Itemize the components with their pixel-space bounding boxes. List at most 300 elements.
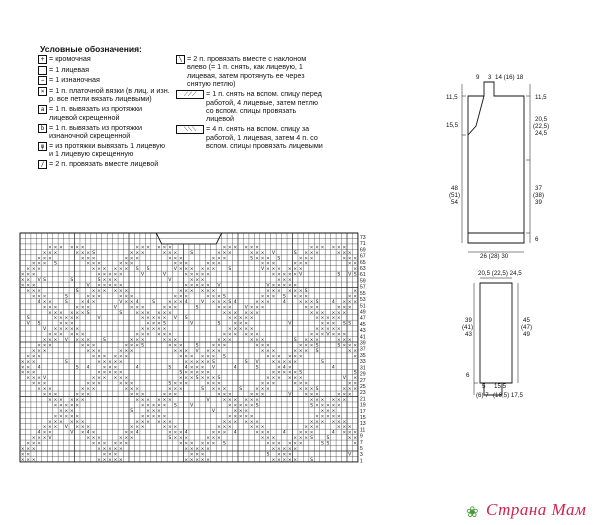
chart-stitch-symbol: × [20,278,25,284]
chart-stitch-symbol: × [336,305,341,311]
chart-stitch-symbol: × [347,425,352,431]
chart-stitch-symbol: V [211,365,216,371]
chart-stitch-symbol: × [271,441,276,447]
chart-stitch-symbol: × [353,267,358,273]
chart-stitch-symbol: × [80,299,85,305]
chart-stitch-symbol: × [184,359,189,365]
chart-stitch-symbol: × [102,376,107,382]
chart-stitch-symbol: × [64,327,69,333]
chart-stitch-symbol: × [157,321,161,327]
chart-stitch-symbol: × [298,261,303,267]
chart-stitch-symbol: × [135,419,140,425]
chart-stitch-symbol: × [276,365,281,371]
chart-stitch-symbol: × [255,245,260,251]
chart-stitch-symbol: × [189,376,194,382]
chart-stitch-symbol: × [184,294,189,300]
chart-stitch-symbol: × [266,430,270,436]
sleeve-right-label-2: (47) [521,324,533,331]
chart-stitch-symbol: × [146,245,151,251]
chart-stitch-symbol: × [342,419,347,425]
chart-stitch-symbol: × [255,250,260,256]
chart-stitch-symbol: × [26,267,31,273]
chart-stitch-symbol: × [146,327,151,333]
chart-stitch-symbol: × [184,354,189,360]
sleeve-dims [474,278,518,395]
chart-stitch-symbol: × [173,387,178,393]
chart-stitch-symbol: × [97,376,101,382]
chart-stitch-symbol: × [69,408,74,414]
chart-stitch-symbol: × [53,316,58,322]
chart-stitch-symbol: × [189,278,194,284]
chart-stitch-symbol: × [146,403,151,409]
chart-stitch-symbol: × [86,425,91,431]
chart-stitch-symbol: × [195,447,200,452]
chart-row-label: 57 [359,284,366,291]
chart-stitch-symbol: V [173,267,177,273]
legend-text: = 1 п. снять на вспом. спицу перед работой, 4 лицевые, затем петлю со вспом. спицы провязать лицевой [206,89,322,124]
chart-stitch-symbol: × [244,414,249,420]
chart-stitch-symbol: × [178,343,183,349]
chart-stitch-symbol: × [113,441,118,447]
chart-stitch-symbol: × [80,250,85,256]
chart-stitch-symbol: × [157,245,161,251]
chart-stitch-symbol: × [53,425,58,431]
chart-stitch-symbol: 4 [37,299,41,305]
chart-stitch-symbol: × [315,327,319,333]
chart-stitch-symbol: S [64,294,68,300]
chart-stitch-symbol: 4 [184,299,188,305]
chart-stitch-symbol: × [140,338,145,343]
chart-stitch-symbol: × [276,447,281,452]
body-dims [462,84,530,252]
chart-stitch-symbol: × [216,299,221,305]
chart-stitch-symbol: × [315,392,319,398]
chart-stitch-symbol: V [260,267,265,273]
chart-stitch-symbol: × [48,310,52,316]
chart-stitch-symbol: × [107,278,112,284]
chart-stitch-symbol: × [80,256,85,262]
chart-stitch-symbol: × [178,354,183,360]
chart-stitch-symbol: × [26,278,31,284]
chart-stitch-symbol: S [321,441,324,447]
chart-stitch-symbol: V [86,283,90,289]
chart-stitch-symbol: × [129,436,134,442]
chart-stitch-symbol: × [320,245,325,251]
chart-stitch-symbol: × [336,338,341,343]
chart-stitch-symbol: × [64,414,69,420]
chart-stitch-symbol: × [282,272,287,278]
chart-stitch-symbol: × [118,370,123,376]
chart-stitch-symbol: × [53,403,58,409]
chart-stitch-symbol: × [135,310,140,316]
chart-stitch-symbol: × [42,381,47,387]
chart-stitch-symbol: × [86,381,91,387]
chart-stitch-symbol: × [86,387,91,393]
chart-stitch-symbol: × [222,392,227,398]
body-bottom-label: 26 (28) 30 [480,253,509,260]
chart-stitch-symbol: × [26,272,31,278]
chart-stitch-symbol: × [129,381,134,387]
chart-stitch-symbol: × [107,370,112,376]
chart-stitch-symbol: × [353,299,358,305]
chart-stitch-symbol: × [31,283,36,289]
chart-stitch-symbol: × [97,359,101,365]
sleeve-right-label-1: 45 [523,317,530,324]
chart-stitch-symbol: S [37,321,41,327]
chart-stitch-symbol: × [282,452,287,458]
chart-stitch-symbol: × [287,267,292,273]
chart-stitch-symbol: × [37,256,42,262]
chart-stitch-symbol: × [347,299,352,305]
chart-stitch-symbol: × [249,425,254,431]
chart-stitch-symbol: S [103,338,106,343]
chart-stitch-symbol: × [31,294,36,300]
chart-stitch-symbol: × [37,354,42,360]
chart-stitch-symbol: × [53,310,58,316]
chart-stitch-symbol: × [48,299,52,305]
chart-stitch-symbol: S [277,256,281,262]
chart-stitch-symbol: S [293,250,297,256]
chart-stitch-symbol: × [304,299,309,305]
chart-stitch-symbol: S [53,261,57,267]
chart-stitch-symbol: × [75,392,80,398]
chart-stitch-symbol: × [276,283,281,289]
chart-stitch-symbol: × [97,370,101,376]
chart-stitch-symbol: × [260,261,265,267]
chart-stitch-symbol: × [42,250,47,256]
sleeve-left-label-3: 43 [465,331,472,338]
chart-stitch-symbol: × [293,447,298,452]
chart-stitch-symbol: × [102,267,107,273]
chart-stitch-symbol: × [342,256,347,262]
chart-stitch-symbol: × [140,305,145,311]
chart-stitch-symbol: × [222,387,227,393]
chart-stitch-symbol: × [287,447,292,452]
chart-stitch-symbol: × [304,348,309,354]
chart-row-label: 33 [359,359,366,366]
chart-stitch-symbol: × [20,370,25,376]
chart-stitch-symbol: × [124,381,129,387]
chart-stitch-symbol: × [162,419,167,425]
chart-stitch-symbol: × [309,430,314,436]
chart-stitch-symbol: × [342,305,347,311]
chart-stitch-symbol: × [102,354,107,360]
chart-stitch-symbol: × [97,447,101,452]
chart-stitch-symbol: × [336,316,341,322]
chart-stitch-symbol: × [135,305,140,311]
chart-row-label: 21 [359,396,366,403]
body-top-label-2: 3 [488,74,492,81]
chart-stitch-symbol: × [31,376,36,382]
chart-stitch-symbol: × [211,381,216,387]
chart-stitch-symbol: × [184,348,189,354]
chart-stitch-symbol: × [48,387,52,393]
chart-stitch-symbol: × [353,387,358,393]
chart-stitch-symbol: × [211,348,216,354]
chart-stitch-symbol: × [255,310,260,316]
chart-stitch-symbol: × [37,294,42,300]
chart-row-label: 35 [359,352,366,359]
chart-stitch-symbol: S [26,316,30,322]
chart-stitch-symbol: × [206,436,210,442]
chart-stitch-symbol: V [266,283,270,289]
chart-stitch-symbol: × [140,419,145,425]
chart-stitch-symbol: × [140,414,145,420]
chart-stitch-symbol: × [260,430,265,436]
chart-stitch-symbol: × [75,414,80,420]
chart-stitch-symbol: S [195,305,199,311]
chart-stitch-symbol: × [249,316,254,322]
chart-stitch-symbol: × [195,359,200,365]
chart-stitch-symbol: × [238,403,243,409]
chart-stitch-symbol: V [119,299,123,305]
chart-stitch-symbol: × [178,381,183,387]
chart-stitch-symbol: × [266,354,270,360]
chart-stitch-symbol: × [211,343,216,349]
watermark-text: Страна Мам [486,500,587,519]
chart-stitch-symbol: × [293,381,298,387]
chart-stitch-symbol: × [222,299,227,305]
chart-stitch-symbol: × [304,343,309,349]
chart-stitch-symbol: × [211,261,216,267]
chart-stitch-symbol: × [336,327,341,333]
chart-stitch-symbol: 4 [135,430,139,436]
chart-stitch-symbol: × [309,310,314,316]
chart-stitch-symbol: × [342,250,347,256]
chart-stitch-symbol: × [255,387,260,393]
chart-stitch-symbol: × [75,305,80,311]
chart-stitch-symbol: × [118,288,123,294]
chart-row-label: 5 [359,446,363,453]
chart-stitch-symbol: × [342,425,347,431]
chart-stitch-symbol: × [227,392,232,398]
chart-stitch-symbol: × [167,305,172,311]
chart-stitch-symbol: × [293,283,298,289]
sleeve-top-label: 20,5 (22,5) 24,5 [478,270,522,277]
chart-stitch-symbol: S [195,343,199,349]
chart-stitch-symbol: × [298,267,303,273]
chart-stitch-symbol: × [271,359,276,365]
chart-stitch-symbol: × [37,267,42,273]
chart-stitch-symbol: × [91,348,96,354]
chart-stitch-symbol: V [168,278,172,284]
chart-stitch-symbol: × [69,321,74,327]
chart-stitch-symbol: × [124,343,129,349]
chart-stitch-symbol: × [113,278,118,284]
chart-stitch-symbol: × [211,354,216,360]
body-left-label-5: 54 [451,199,458,206]
chart-stitch-symbol: × [315,305,319,311]
chart-stitch-symbol: × [75,425,80,431]
chart-row-label: 73 [359,235,366,241]
chart-stitch-symbol: × [233,321,238,327]
chart-stitch-symbol: V [342,376,346,382]
chart-stitch-symbol: × [48,256,52,262]
chart-stitch-symbol: × [178,288,183,294]
chart-stitch-symbol: × [222,245,227,251]
chart-stitch-symbol: × [282,278,287,284]
chart-stitch-symbol: × [162,316,167,322]
chart-stitch-symbol: × [195,452,200,458]
chart-stitch-symbol: × [271,381,276,387]
chart-stitch-symbol: V [37,278,41,284]
chart-stitch-symbol: S [179,370,183,376]
chart-stitch-symbol: × [293,441,298,447]
sleeve-bottom-label-2: 15,5 [494,383,507,390]
chart-stitch-symbol: × [271,348,276,354]
chart-stitch-symbol: × [195,365,200,371]
chart-stitch-symbol: × [244,310,249,316]
chart-stitch-symbol: × [184,441,189,447]
chart-stitch-symbol: × [304,387,309,393]
chart-stitch-symbol: V [217,283,221,289]
chart-row-label: 25 [359,383,366,390]
chart-stitch-symbol: × [266,288,270,294]
chart-stitch-symbol: × [113,370,118,376]
chart-stitch-symbol: S [135,267,139,273]
chart-stitch-symbol: × [200,267,205,273]
chart-stitch-symbol: × [135,338,140,343]
chart-stitch-symbol: × [118,261,123,267]
chart-stitch-symbol: S [184,316,188,322]
chart-stitch-symbol: × [304,425,309,431]
chart-stitch-symbol: S [97,278,101,284]
chart-stitch-symbol: × [140,425,145,431]
chart-stitch-symbol: × [287,283,292,289]
chart-stitch-symbol: × [298,436,303,442]
chart-stitch-symbol: × [140,250,145,256]
chart-stitch-symbol: × [309,245,314,251]
chart-stitch-symbol: S [315,299,319,305]
chart-stitch-symbol: × [347,436,352,442]
chart-stitch-symbol: × [325,321,330,327]
chart-stitch-symbol: × [102,359,107,365]
chart-stitch-symbol: × [75,310,80,316]
chart-stitch-symbol: × [31,381,36,387]
chart-stitch-symbol: × [167,343,172,349]
chart-stitch-symbol: × [315,245,319,251]
chart-stitch-symbol: × [173,343,178,349]
chart-stitch-symbol: S [201,387,205,393]
chart-stitch-symbol: × [37,441,42,447]
chart-stitch-symbol: × [249,338,254,343]
chart-stitch-symbol: × [129,392,134,398]
chart-stitch-symbol: × [304,256,309,262]
chart-stitch-symbol: S [315,348,319,354]
body-right-label-1: 11,5 [535,94,547,101]
chart-stitch-symbol: × [53,419,58,425]
chart-stitch-symbol: × [184,267,189,273]
sleeve-outline [480,283,512,395]
chart-stitch-symbol: × [315,332,319,338]
chart-stitch-symbol: × [135,392,140,398]
chart-stitch-symbol: × [58,332,63,338]
chart-stitch-symbol: × [97,267,101,273]
chart-stitch-symbol: × [309,250,314,256]
chart-stitch-symbol: × [75,338,80,343]
chart-stitch-symbol: × [26,370,31,376]
chart-stitch-symbol: × [325,327,330,333]
chart-stitch-symbol: × [195,457,200,463]
chart-stitch-symbol: S [321,359,324,365]
chart-stitch-symbol: S [64,299,68,305]
chart-stitch-symbol: × [69,414,74,420]
chart-stitch-symbol: × [331,310,336,316]
chart-row-label: 69 [359,247,366,254]
chart-stitch-symbol: × [298,348,303,354]
legend-text: = 1 п. платочной вязки (в лиц. и изн. р. все петли вязать лицевыми) [49,85,170,104]
body-top-label-3: 14 (16) 18 [495,74,524,81]
chart-stitch-symbol: × [178,387,183,393]
chart-stitch-symbol: × [271,457,276,463]
chart-stitch-symbol: × [287,278,292,284]
chart-stitch-symbol: × [233,327,238,333]
chart-stitch-symbol: × [69,397,74,403]
chart-stitch-symbol: V [42,327,47,333]
chart-stitch-symbol: × [80,343,85,349]
chart-stitch-symbol: S [173,403,177,409]
chart-stitch-symbol: × [260,294,265,300]
chart-stitch-symbol: × [309,299,314,305]
chart-stitch-symbol: × [129,430,134,436]
chart-stitch-symbol: × [173,348,178,354]
chart-stitch-symbol: × [75,327,80,333]
chart-stitch-symbol: 4 [86,365,90,371]
chart-stitch-symbol: × [206,441,210,447]
chart-stitch-symbol: × [293,376,298,382]
sleeve-schematic [480,283,512,395]
chart-stitch-symbol: × [173,425,178,431]
chart-stitch-symbol: × [200,288,205,294]
chart-stitch-symbol: × [200,272,205,278]
chart-stitch-symbol: × [162,332,167,338]
chart-stitch-symbol: × [80,430,85,436]
chart-stitch-symbol: × [353,436,358,442]
chart-stitch-symbol: × [255,332,260,338]
chart-stitch-symbol: S [146,267,150,273]
chart-stitch-symbol: S [130,408,134,414]
chart-stitch-symbol: × [315,419,319,425]
chart-stitch-symbol: × [189,452,194,458]
chart-stitch-symbol: × [238,408,243,414]
chart-stitch-symbol: × [216,348,221,354]
chart-stitch-symbol: × [69,403,74,409]
chart-stitch-symbol: × [167,392,172,398]
chart-stitch-symbol: × [227,305,232,311]
chart-stitch-symbol: × [293,294,298,300]
chart-stitch-symbol: × [31,288,36,294]
chart-stitch-symbol: × [309,338,314,343]
chart-stitch-symbol: × [20,365,25,371]
chart-stitch-symbol: × [167,397,172,403]
chart-stitch-symbol: × [146,419,151,425]
chart-stitch-symbol: × [31,359,36,365]
chart-stitch-symbol: × [200,278,205,284]
chart-stitch-symbol: × [244,332,249,338]
chart-stitch-symbol: × [53,392,58,398]
legend-symbol: b [38,124,47,133]
chart-stitch-symbol: × [146,397,151,403]
chart-stitch-symbol: × [298,299,303,305]
chart-stitch-symbol: × [53,397,58,403]
chart-stitch-symbol: × [309,425,314,431]
chart-stitch-symbol: × [48,425,52,431]
chart-stitch-symbol: × [42,256,47,262]
chart-stitch-symbol: × [255,430,260,436]
chart-stitch-symbol: 4 [233,430,237,436]
chart-stitch-symbol: × [227,316,232,322]
chart-stitch-symbol: × [42,436,47,442]
